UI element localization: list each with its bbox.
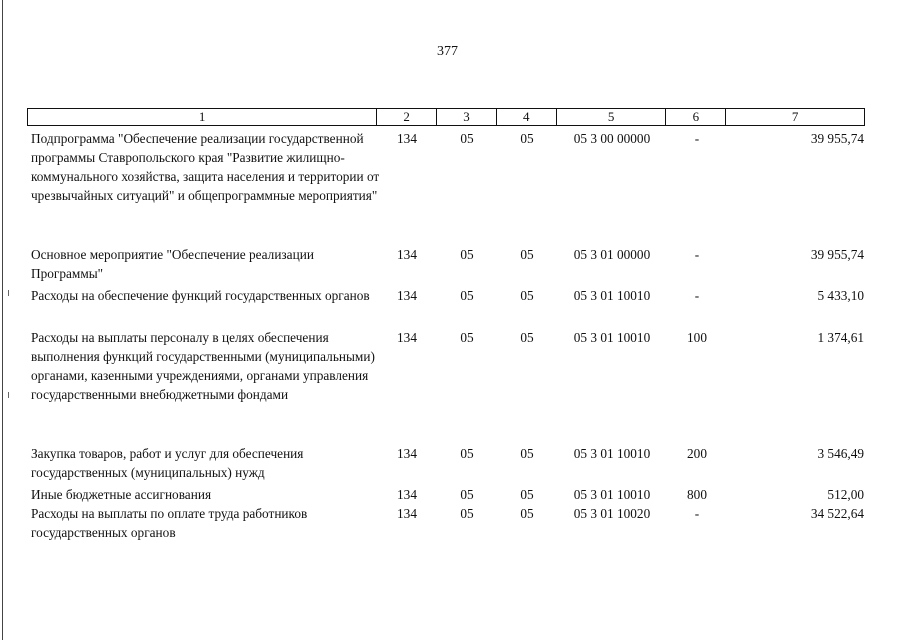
row-code-vr: 100 bbox=[687, 330, 707, 345]
row-sum: 5 433,10 bbox=[817, 288, 864, 303]
row-code-cs: 05 3 01 10010 bbox=[573, 330, 651, 345]
row-sum: 3 546,49 bbox=[817, 446, 864, 461]
table-header-row bbox=[27, 108, 865, 126]
row-code-vr: 800 bbox=[687, 487, 707, 502]
row-code-rz: 05 bbox=[460, 487, 474, 502]
row-code-vr: - bbox=[694, 288, 700, 303]
row-code-gl: 134 bbox=[397, 446, 417, 461]
page-number: 377 bbox=[437, 44, 458, 59]
column-header: 7 bbox=[791, 109, 799, 124]
row-sum: 34 522,64 bbox=[810, 506, 864, 521]
scan-artifact bbox=[8, 392, 9, 398]
row-name: Основное мероприятие "Обеспечение реализации Программы" bbox=[31, 247, 314, 281]
row-code-pr: 05 bbox=[520, 330, 534, 345]
row-code-pr: 05 bbox=[520, 487, 534, 502]
row-code-rz: 05 bbox=[460, 288, 474, 303]
row-code-vr: - bbox=[694, 506, 700, 521]
row-code-cs: 05 3 00 00000 bbox=[573, 131, 651, 146]
row-code-gl: 134 bbox=[397, 487, 417, 502]
row-code-pr: 05 bbox=[520, 506, 534, 521]
column-header: 2 bbox=[377, 109, 437, 125]
column-header: 3 bbox=[437, 109, 497, 125]
row-name: Подпрограмма "Обеспечение реализации государственной программы Ставропольского края "Развитие жилищно-коммунального хозяйства, защита населения и территории от чрезвычайных ситуаций" и общепрограммные мероприятия" bbox=[31, 131, 380, 203]
row-code-gl: 134 bbox=[397, 131, 417, 146]
row-sum: 39 955,74 bbox=[810, 247, 864, 262]
row-code-rz: 05 bbox=[460, 247, 474, 262]
row-code-gl: 134 bbox=[397, 288, 417, 303]
scan-edge-line bbox=[2, 0, 3, 640]
row-code-cs: 05 3 01 10010 bbox=[573, 446, 651, 461]
row-code-pr: 05 bbox=[520, 446, 534, 461]
row-code-rz: 05 bbox=[460, 330, 474, 345]
row-code-gl: 134 bbox=[397, 330, 417, 345]
row-sum: 39 955,74 bbox=[810, 131, 864, 146]
row-name: Расходы на обеспечение функций государственных органов bbox=[31, 288, 370, 303]
row-code-pr: 05 bbox=[520, 247, 534, 262]
column-header: 6 bbox=[666, 109, 726, 125]
row-code-pr: 05 bbox=[520, 288, 534, 303]
column-header: 5 bbox=[557, 109, 667, 125]
row-code-cs: 05 3 01 10020 bbox=[573, 506, 651, 521]
row-code-vr: 200 bbox=[687, 446, 707, 461]
row-code-vr: - bbox=[694, 131, 700, 146]
scan-artifact bbox=[8, 290, 9, 296]
row-name: Расходы на выплаты персоналу в целях обеспечения выполнения функций государственными (муниципальными) органами, казенными учреждениями, органами управления государственными внебюджетными фондами bbox=[31, 330, 375, 402]
row-name: Иные бюджетные ассигнования bbox=[31, 487, 212, 502]
row-code-rz: 05 bbox=[460, 131, 474, 146]
row-sum: 1 374,61 bbox=[817, 330, 864, 345]
row-code-rz: 05 bbox=[460, 446, 474, 461]
column-header: 1 bbox=[28, 109, 377, 125]
row-code-pr: 05 bbox=[520, 131, 534, 146]
row-name: Закупка товаров, работ и услуг для обеспечения государственных (муниципальных) нужд bbox=[31, 446, 304, 480]
column-header: 4 bbox=[497, 109, 557, 125]
row-sum: 512,00 bbox=[827, 487, 864, 502]
row-code-cs: 05 3 01 10010 bbox=[573, 288, 651, 303]
row-code-cs: 05 3 01 00000 bbox=[573, 247, 651, 262]
row-code-vr: - bbox=[694, 247, 700, 262]
row-name: Расходы на выплаты по оплате труда работников государственных органов bbox=[31, 506, 308, 540]
row-code-gl: 134 bbox=[397, 506, 417, 521]
row-code-rz: 05 bbox=[460, 506, 474, 521]
row-code-gl: 134 bbox=[397, 247, 417, 262]
row-code-cs: 05 3 01 10010 bbox=[573, 487, 651, 502]
